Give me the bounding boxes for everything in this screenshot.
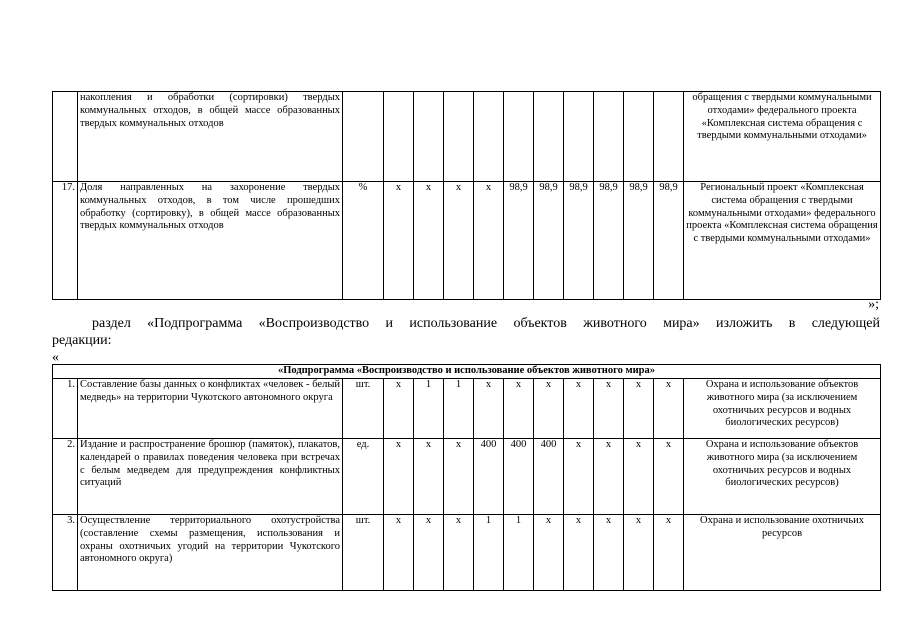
value-cell: х <box>594 515 624 591</box>
value-cell: 1 <box>444 379 474 439</box>
table-row <box>53 439 881 515</box>
value-cell: х <box>444 515 474 591</box>
unit-cell <box>343 92 384 182</box>
value-cell <box>534 92 564 182</box>
value-cell: х <box>414 182 444 300</box>
value-cell <box>564 92 594 182</box>
instruction-text-continued: редакции: <box>52 333 112 348</box>
opening-quote: « <box>52 350 59 365</box>
value-cell: х <box>624 515 654 591</box>
value-cell: х <box>384 379 414 439</box>
value-cell <box>384 92 414 182</box>
value-cell: 400 <box>474 439 504 515</box>
value-cell: х <box>384 515 414 591</box>
value-cell: х <box>444 182 474 300</box>
value-cell: х <box>564 439 594 515</box>
indicator-name: Осуществление территориального охотустройства (составление схемы размещения, использования и охраны охотничьих угодий на территории Чукотского автономного округа) <box>78 515 343 591</box>
value-cell: 1 <box>474 515 504 591</box>
indicator-name: Доля направленных на захоронение твердых коммунальных отходов, в том числе прошедших обработку (сортировку), в общей массе образованных твердых коммунальных отходов <box>78 182 343 300</box>
table-row <box>53 515 881 591</box>
value-cell <box>414 92 444 182</box>
value-cell: х <box>504 379 534 439</box>
value-cell: х <box>564 379 594 439</box>
value-cell: х <box>534 515 564 591</box>
value-cell: 400 <box>504 439 534 515</box>
value-cell: х <box>564 515 594 591</box>
indicator-table-bottom <box>52 364 881 591</box>
indicator-table-top <box>52 91 881 300</box>
value-cell <box>594 92 624 182</box>
value-cell: х <box>594 439 624 515</box>
value-cell: х <box>414 439 444 515</box>
value-cell: х <box>414 515 444 591</box>
table-row <box>53 92 881 182</box>
subprogram-title: «Подпрограмма «Воспроизводство и использование объектов животного мира» <box>53 365 881 379</box>
value-cell: х <box>474 379 504 439</box>
value-cell: х <box>534 379 564 439</box>
unit-cell: % <box>343 182 384 300</box>
indicator-name: накопления и обработки (сортировки) твердых коммунальных отходов, в общей массе образованных твердых коммунальных отходов <box>78 92 343 182</box>
row-number <box>53 92 78 182</box>
value-cell: 98,9 <box>504 182 534 300</box>
row-number: 2. <box>53 439 78 515</box>
value-cell: 1 <box>504 515 534 591</box>
value-cell: х <box>384 439 414 515</box>
program-activity: Охрана и использование охотничьих ресурсов <box>684 515 881 591</box>
value-cell: х <box>594 379 624 439</box>
value-cell: х <box>654 439 684 515</box>
value-cell: х <box>384 182 414 300</box>
unit-cell: шт. <box>343 379 384 439</box>
source-project: Региональный проект «Комплексная система обращения с твердыми коммунальными отходами» федерального проекта «Комплексная система обращения с твердыми коммунальными отходами» <box>684 182 881 300</box>
value-cell: х <box>624 439 654 515</box>
indicator-name: Составление базы данных о конфликтах «человек - белый медведь» на территории Чукотского автономного округа <box>78 379 343 439</box>
subprogram-title-row <box>53 365 881 379</box>
value-cell: 1 <box>414 379 444 439</box>
program-activity: Охрана и использование объектов животного мира (за исключением охотничьих ресурсов и водных биологических ресурсов) <box>684 439 881 515</box>
value-cell: х <box>444 439 474 515</box>
value-cell <box>474 92 504 182</box>
value-cell <box>504 92 534 182</box>
row-number: 3. <box>53 515 78 591</box>
value-cell: 98,9 <box>624 182 654 300</box>
value-cell: 98,9 <box>564 182 594 300</box>
row-number: 17. <box>53 182 78 300</box>
value-cell <box>624 92 654 182</box>
value-cell: х <box>654 379 684 439</box>
indicator-name: Издание и распространение брошюр (памяток), плакатов, календарей о правилах поведения человека при встречах с белым медведем для предупреждения конфликтных ситуаций <box>78 439 343 515</box>
row-number: 1. <box>53 379 78 439</box>
unit-cell: ед. <box>343 439 384 515</box>
unit-cell: шт. <box>343 515 384 591</box>
instruction-text: раздел «Подпрограмма «Воспроизводство и использование объектов животного мира» изложить в следующей <box>92 316 880 331</box>
value-cell: 400 <box>534 439 564 515</box>
value-cell: 98,9 <box>594 182 624 300</box>
value-cell: 98,9 <box>534 182 564 300</box>
value-cell: х <box>474 182 504 300</box>
table-row <box>53 182 881 300</box>
program-activity: Охрана и использование объектов животного мира (за исключением охотничьих ресурсов и водных биологических ресурсов) <box>684 379 881 439</box>
table-row <box>53 379 881 439</box>
value-cell: х <box>624 379 654 439</box>
closing-quote: »; <box>868 297 879 312</box>
value-cell <box>654 92 684 182</box>
value-cell: 98,9 <box>654 182 684 300</box>
value-cell <box>444 92 474 182</box>
value-cell: х <box>654 515 684 591</box>
source-project: обращения с твердыми коммунальными отходами» федерального проекта «Комплексная система обращения с твердыми коммунальными отходами» <box>684 92 881 182</box>
